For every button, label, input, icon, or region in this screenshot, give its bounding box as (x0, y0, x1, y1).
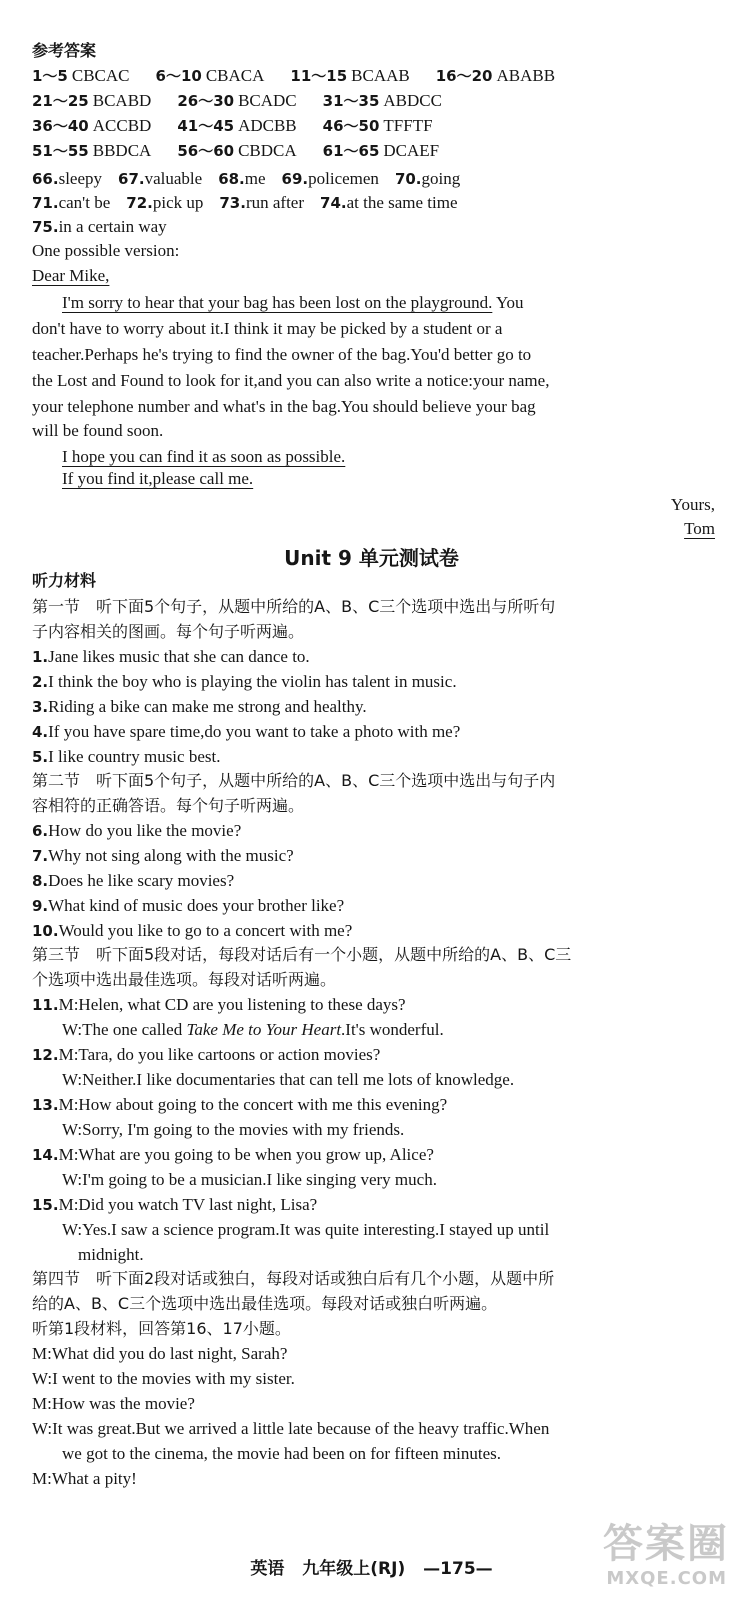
section4-instructions: 第四节 听下面2段对话或独白，每段对话或独白后有几个小题，从题中所 (32, 1269, 555, 1288)
question-number: 73. (219, 194, 246, 212)
letter-text: your telephone number and what's in the bag.You should believe your bag (32, 397, 536, 416)
conversation-line-cont: we got to the cinema, the movie had been on for fifteen minutes. (62, 1444, 502, 1463)
letter-greeting: Dear Mike, (32, 266, 110, 285)
item-number: 8. (32, 872, 49, 890)
answers-heading: 参考答案 (32, 41, 97, 60)
answer-letters: BCABD (92, 91, 152, 110)
answer-text: in a certain way (58, 217, 167, 236)
letter-signature: Tom (684, 519, 715, 538)
listening-item (32, 721, 717, 743)
dialogue-15-w: W:Yes.I saw a science program.It was quite interesting.I stayed up until (62, 1220, 550, 1239)
watermark-logo: 答案圈 MXQE.COM (603, 1521, 729, 1589)
question-number: 70. (394, 170, 422, 188)
question-range: 16～20 (435, 67, 493, 85)
question-range: 56～60 (177, 142, 235, 160)
listening-item (32, 920, 717, 942)
letter-closing: Yours, (670, 495, 715, 514)
item-text: What kind of music does your brother like? (48, 896, 345, 915)
answer-letters: BCAAB (351, 66, 410, 85)
letter-line (62, 468, 717, 490)
question-number: 71. (32, 194, 59, 212)
dialogue-11-w: W:The one called Take Me to Your Heart.It's wonderful. (62, 1020, 444, 1039)
answer-letters: CBACA (205, 66, 265, 85)
question-number: 72. (126, 194, 153, 212)
conversation-line: M:What did you do last night, Sarah? (32, 1344, 288, 1363)
fill-answer-row (32, 168, 717, 190)
letter-text: teacher.Perhaps he's trying to find the owner of the bag.You'd better go to (32, 345, 532, 364)
item-text: Jane likes music that she can dance to. (48, 647, 310, 666)
question-range: 6～10 (155, 67, 202, 85)
listening-item (32, 646, 717, 668)
item-number: 3. (32, 698, 49, 716)
listening-item (32, 895, 717, 917)
question-range: 26～30 (177, 92, 235, 110)
answer-row (32, 115, 717, 137)
question-range: 31～35 (322, 92, 380, 110)
question-number: 75. (32, 218, 59, 236)
unit-title: Unit 9 单元测试卷 (284, 546, 459, 570)
answer-letters: CBDCA (238, 141, 297, 160)
answer-letters: ABABB (496, 66, 556, 85)
item-text: Riding a bike can make me strong and healthy. (48, 697, 367, 716)
question-range: 1～5 (32, 67, 68, 85)
footer-grade: 九年级上(RJ) (302, 1559, 406, 1579)
answer-text: run after (245, 193, 305, 212)
dialogue-14-m: 14.M:What are you going to be when you grow up, Alice? (32, 1145, 434, 1164)
listening-item (32, 746, 717, 768)
question-number: 68. (218, 170, 245, 188)
item-number: 2. (32, 673, 49, 691)
section4-intro: 听第1段材料，回答第16、17小题。 (32, 1319, 291, 1338)
item-number: 10. (32, 922, 59, 940)
item-number: 9. (32, 897, 49, 915)
section3-instructions: 第三节 听下面5段对话，每段对话后有一个小题，从题中所给的A、B、C三 (32, 945, 572, 964)
letter-line (32, 318, 717, 340)
item-text: Does he like scary movies? (48, 871, 235, 890)
dialogue-12-w: W:Neither.I like documentaries that can tell me lots of knowledge. (62, 1070, 515, 1089)
question-number: 74. (320, 194, 347, 212)
question-number: 67. (118, 170, 145, 188)
letter-text: You (492, 293, 524, 312)
fill-answer-row (32, 216, 717, 238)
answer-text: valuable (144, 169, 203, 188)
question-range: 21～25 (32, 92, 89, 110)
section2-instructions: 第二节 听下面5个句子，从题中所给的A、B、C三个选项中选出与句子内 (32, 771, 556, 790)
answer-text: can't be (58, 193, 111, 212)
dialogue-15-m: 15.M:Did you watch TV last night, Lisa? (32, 1195, 318, 1214)
item-text: I think the boy who is playing the violin has talent in music. (48, 672, 457, 691)
section4-instructions-cont: 给的A、B、C三个选项中选出最佳选项。每段对话或独白听两遍。 (32, 1294, 498, 1313)
listening-heading: 听力材料 (32, 571, 97, 590)
item-number: 6. (32, 822, 49, 840)
letter-line (32, 344, 717, 366)
letter-line (32, 420, 717, 442)
question-range: 11～15 (290, 67, 348, 85)
answer-letters: ACCBD (92, 116, 152, 135)
item-number: 4. (32, 723, 49, 741)
letter-line (62, 446, 717, 468)
fill-answer-row (32, 192, 717, 214)
letter-line (32, 396, 717, 418)
dialogue-13-m: 13.M:How about going to the concert with me this evening? (32, 1095, 448, 1114)
answer-letters: BBDCA (92, 141, 152, 160)
section1-instructions-cont: 子内容相关的图画。每个句子听两遍。 (32, 622, 305, 641)
letter-line (32, 370, 717, 392)
conversation-line: W:It was great.But we arrived a little late because of the heavy traffic.When (32, 1419, 550, 1438)
answer-text: policemen (308, 169, 379, 188)
answer-letters: ADCBB (238, 116, 297, 135)
question-range: 36～40 (32, 117, 89, 135)
answer-letters: TFFTF (383, 116, 433, 135)
underlined-sentence: If you find it,please call me. (62, 469, 254, 488)
listening-item (32, 696, 717, 718)
answer-text: pick up (152, 193, 204, 212)
item-number: 5. (32, 748, 49, 766)
question-range: 46～50 (322, 117, 380, 135)
conversation-line: M:What a pity! (32, 1469, 137, 1488)
letter-text: the Lost and Found to look for it,and you can also write a notice:your name, (32, 371, 550, 390)
listening-item (32, 820, 717, 842)
item-number: 7. (32, 847, 49, 865)
answer-row (32, 65, 717, 87)
dialogue-12-m: 12.M:Tara, do you like cartoons or action movies? (32, 1045, 381, 1064)
listening-item (32, 671, 717, 693)
answer-text: sleepy (58, 169, 103, 188)
footer-subject: 英语 (250, 1559, 285, 1579)
underlined-sentence: I'm sorry to hear that your bag has been lost on the playground. (62, 293, 493, 312)
answer-letters: CBCAC (71, 66, 130, 85)
answer-letters: BCADC (238, 91, 297, 110)
listening-item (32, 845, 717, 867)
listening-item (32, 870, 717, 892)
conversation-line: M:How was the movie? (32, 1394, 195, 1413)
answer-letters: ABDCC (383, 91, 442, 110)
answer-row (32, 140, 717, 162)
item-text: How do you like the movie? (48, 821, 242, 840)
version-label: One possible version: (32, 241, 180, 260)
question-range: 41～45 (177, 117, 235, 135)
answer-text: going (421, 169, 461, 188)
dialogue-14-w: W:I'm going to be a musician.I like singing very much. (62, 1170, 437, 1189)
item-text: Would you like to go to a concert with me? (58, 921, 353, 940)
dialogue-13-w: W:Sorry, I'm going to the movies with my friends. (62, 1120, 405, 1139)
conversation-line: W:I went to the movies with my sister. (32, 1369, 295, 1388)
letter-line (62, 292, 717, 314)
answer-row (32, 90, 717, 112)
question-number: 66. (32, 170, 59, 188)
letter-text: will be found soon. (32, 421, 164, 440)
question-number: 69. (281, 170, 309, 188)
answer-letters: DCAEF (383, 141, 440, 160)
question-range: 51～55 (32, 142, 89, 160)
underlined-sentence: I hope you can find it as soon as possible. (62, 447, 346, 466)
section1-instructions: 第一节 听下面5个句子，从题中所给的A、B、C三个选项中选出与所听句 (32, 597, 556, 616)
item-number: 1. (32, 648, 49, 666)
dialogue-15-w-cont: midnight. (78, 1245, 144, 1264)
item-text: If you have spare time,do you want to take a photo with me? (48, 722, 461, 741)
page-number: —175— (423, 1559, 493, 1579)
item-text: Why not sing along with the music? (48, 846, 294, 865)
item-text: I like country music best. (48, 747, 221, 766)
dialogue-11-m: 11.M:Helen, what CD are you listening to these days? (32, 995, 406, 1014)
answer-text: me (244, 169, 266, 188)
letter-text: don't have to worry about it.I think it may be picked by a student or a (32, 319, 503, 338)
question-range: 61～65 (322, 142, 380, 160)
section3-instructions-cont: 个选项中选出最佳选项。每段对话听两遍。 (32, 970, 337, 989)
section2-instructions-cont: 容相符的正确答语。每个句子听两遍。 (32, 796, 305, 815)
answer-text: at the same time (346, 193, 458, 212)
